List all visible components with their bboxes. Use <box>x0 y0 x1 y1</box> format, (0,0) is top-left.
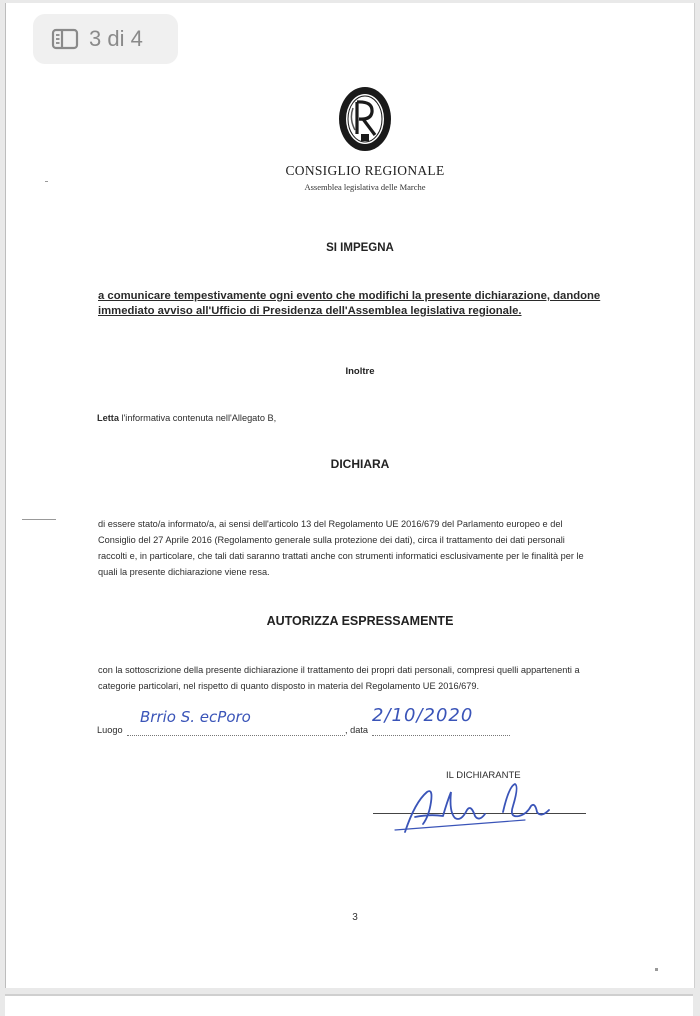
autorizza-line2: categorie particolari, nel rispetto di quanto disposto in materia del Regolamento UE 2016/679. <box>98 681 479 691</box>
letta-rest: l'informativa contenuta nell'Allegato B, <box>118 413 277 423</box>
impegna-text-line2: immediato avviso all'Ufficio di Presidenza dell'Assemblea legislativa regionale. <box>98 305 522 317</box>
sidebar-toggle-icon <box>51 27 79 51</box>
dichiara-line4: quali la presente dichiarazione viene resa. <box>98 567 270 577</box>
org-subtitle: Assemblea legislativa delle Marche <box>304 182 426 192</box>
heading-autorizza: AUTORIZZA ESPRESSAMENTE <box>266 614 454 628</box>
signature-handwritten <box>385 772 575 852</box>
scan-speck <box>22 519 56 520</box>
page-indicator[interactable] <box>33 14 178 64</box>
letta-bold: Letta <box>97 413 119 423</box>
page-indicator-label: 3 di 4 <box>89 26 143 51</box>
dichiara-line2: Consiglio del 27 Aprile 2016 (Regolamento generale sulla protezione dei dati), circa il trattamento dei dati personali <box>98 535 565 545</box>
org-name: CONSIGLIO REGIONALE <box>285 163 445 178</box>
heading-si-impegna: SI IMPEGNA <box>326 242 394 254</box>
letta-line <box>97 411 276 427</box>
data-field-line <box>372 735 510 736</box>
page-number: 3 <box>352 912 358 923</box>
heading-dichiara: DICHIARA <box>330 457 390 471</box>
data-handwritten: 2/10/2020 <box>372 705 474 726</box>
signature-label: IL DICHIARANTE <box>446 770 521 781</box>
council-logo-icon <box>335 84 395 154</box>
impegna-text-line1: a comunicare tempestivamente ogni evento che modifichi la presente dichiarazione, dandone <box>98 290 601 302</box>
luogo-label: Luogo <box>97 725 123 735</box>
autorizza-line1: con la sottoscrizione della presente dichiarazione il trattamento dei propri dati personali, compresi quelli appartenenti a <box>98 665 580 675</box>
scan-speck <box>655 968 658 971</box>
dichiara-line3: raccolti e, in particolare, che tali dati saranno trattati anche con strumenti informatici esclusivamente per le finalità per le <box>98 551 584 561</box>
inoltre-label: Inoltre <box>345 366 375 377</box>
next-page-edge <box>5 994 693 1016</box>
luogo-handwritten: Brrio S. ecPoro <box>140 708 251 726</box>
dichiara-line1: di essere stato/a informato/a, ai sensi dell'articolo 13 del Regolamento UE 2016/679 del Parlamento europeo e del <box>98 519 563 529</box>
data-label: , data <box>345 725 368 735</box>
scan-speck <box>45 181 48 182</box>
luogo-field-line <box>127 735 345 736</box>
